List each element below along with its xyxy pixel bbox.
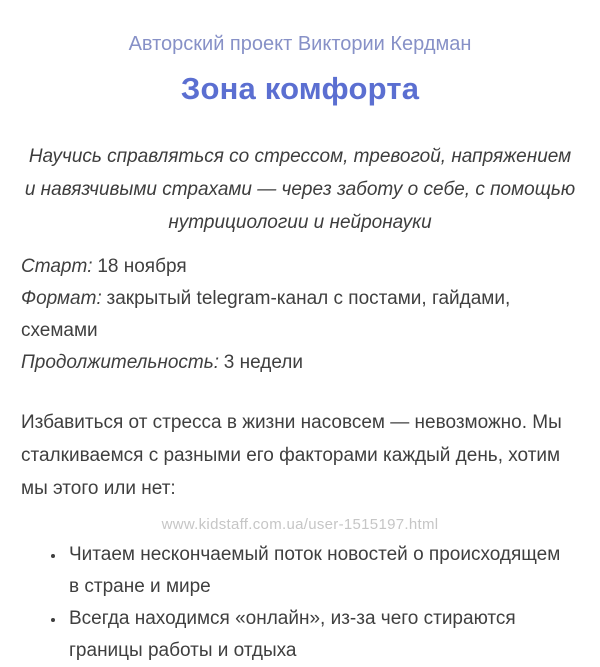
watermark-url: www.kidstaff.com.ua/user-1515197.html bbox=[161, 516, 439, 533]
list-item: • Всегда находимся «онлайн», из-за чего стираются границы работы и отдыха bbox=[66, 603, 563, 667]
detail-format-value: закрытый telegram-канал с постами, гайдами, схемами bbox=[21, 288, 511, 341]
detail-start-label: Старт: bbox=[21, 256, 93, 277]
project-byline: Авторский проект Виктории Кердман bbox=[128, 33, 472, 55]
detail-row-start bbox=[21, 251, 579, 283]
detail-duration-label: Продолжительность: bbox=[21, 352, 219, 373]
course-title: Зона комфорта bbox=[180, 71, 420, 106]
detail-format-label: Формат: bbox=[21, 288, 102, 309]
course-details bbox=[21, 251, 579, 379]
detail-row-duration bbox=[21, 347, 579, 379]
list-item: • Читаем нескончаемый поток новостей о происходящем в стране и мире bbox=[66, 539, 563, 603]
detail-duration-value: 3 недели bbox=[223, 352, 303, 373]
detail-start-value: 18 ноября bbox=[97, 256, 187, 277]
detail-row-format bbox=[21, 283, 579, 347]
stress-factors-list bbox=[21, 539, 579, 667]
body-paragraph: Избавиться от стресса в жизни насовсем — невозможно. Мы сталкиваемся с разными его факторами каждый день, хотим мы этого или нет: bbox=[21, 412, 562, 499]
course-tagline: Научись справляться со стрессом, тревогой, напряжением и навязчивыми страхами — через заботу о себе, с помощью нутрициологии и нейронауки bbox=[24, 146, 576, 233]
